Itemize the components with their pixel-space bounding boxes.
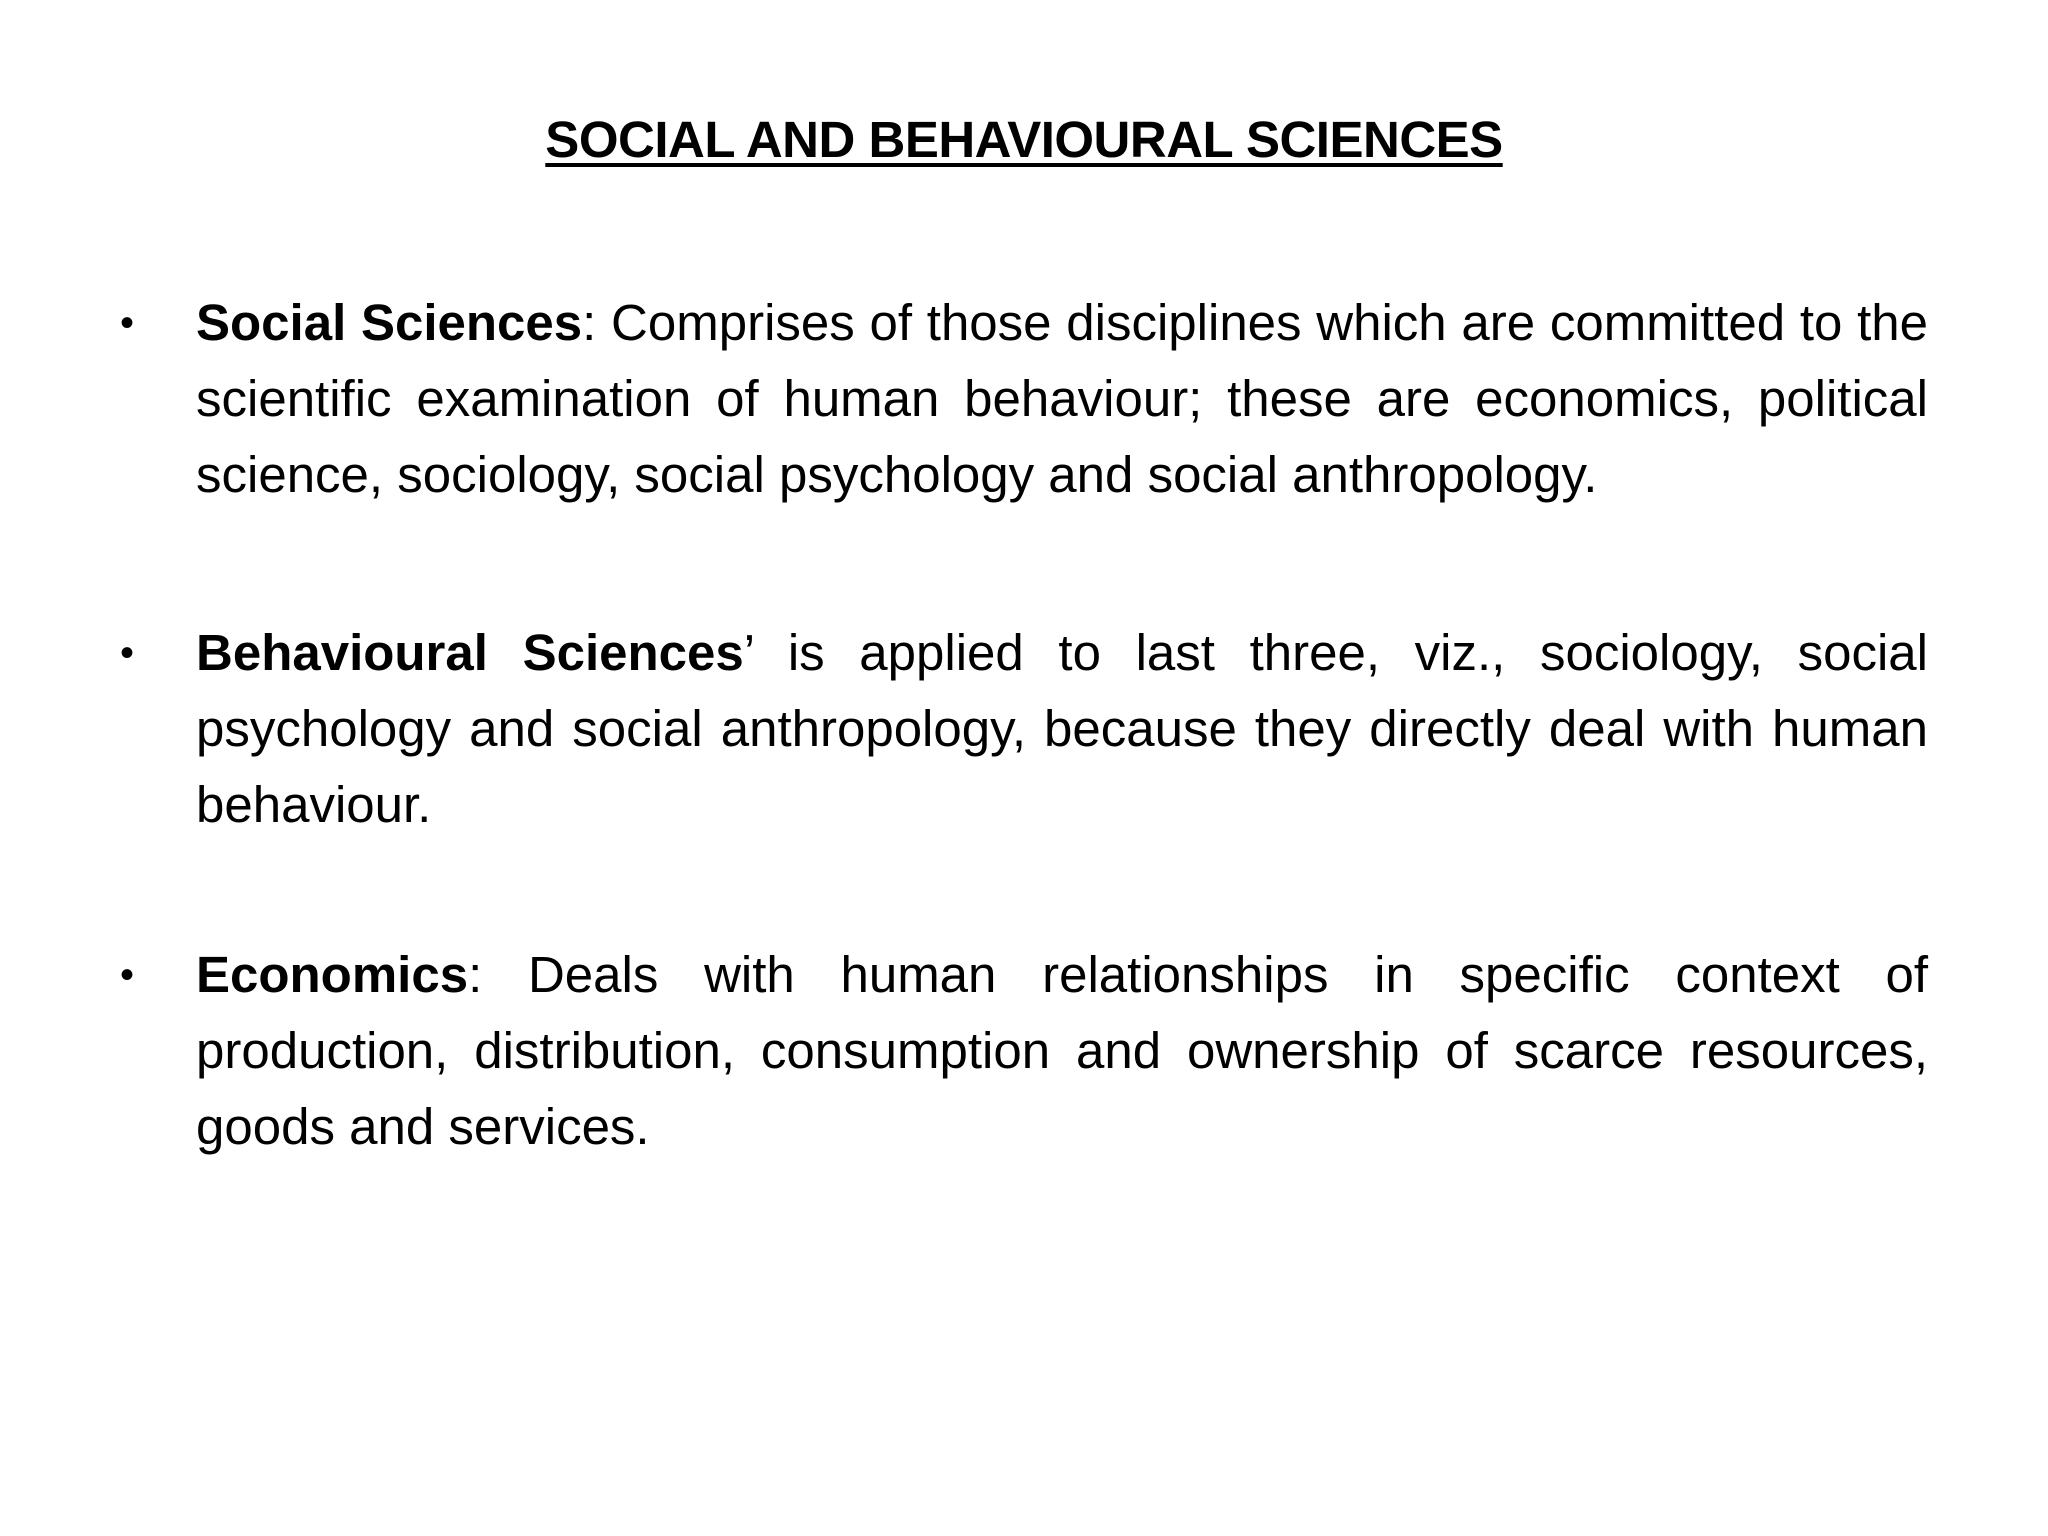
- bullet-dot-icon: •: [120, 301, 135, 345]
- slide-title: SOCIAL AND BEHAVIOURAL SCIENCES: [545, 111, 1503, 168]
- bullet-dot-icon: •: [120, 631, 135, 675]
- bullet-social-sciences: [120, 285, 1928, 513]
- bullet-behavioural-sciences: [120, 615, 1928, 843]
- bullet-dot-icon: •: [120, 953, 135, 997]
- bullet-term: Social Sciences: [196, 294, 583, 351]
- bullet-text: : Comprises of those disciplines which are committed to the scientific examination of human behaviour; these are economics, political science, sociology, social psychology and social anthropology.: [196, 294, 1928, 503]
- bullet-text: ’ is applied to last three, viz., sociology, social psychology and social anthropology, because they directly deal with human behaviour.: [196, 624, 1928, 833]
- bullet-term: Economics: [196, 946, 469, 1003]
- bullet-term: Behavioural Sciences: [196, 624, 744, 681]
- bullet-list: [120, 285, 1928, 1267]
- bullet-economics: [120, 937, 1928, 1165]
- bullet-text: : Deals with human relationships in specific context of production, distribution, consumption and ownership of scarce resources, goods and services.: [196, 946, 1928, 1155]
